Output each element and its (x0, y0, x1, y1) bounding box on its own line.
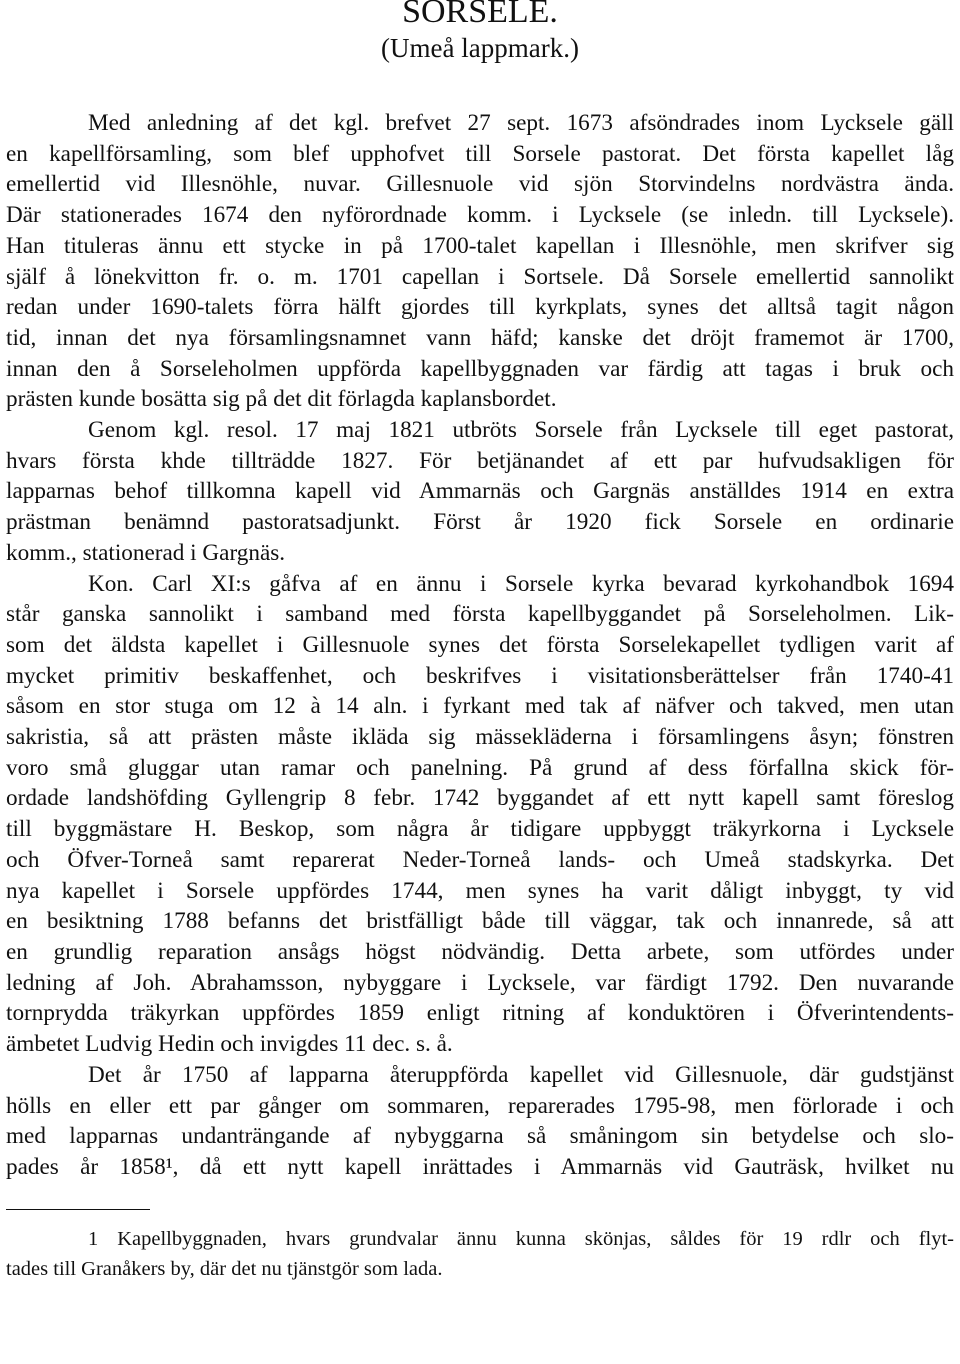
text-line: voro små gluggar utan ramar och panelning. På grund af dess förfallna skick för- (6, 754, 954, 781)
text-line: pades år 1858¹, då ett nytt kapell inrättades i Ammarnäs vid Gauträsk, hvilket nu (6, 1153, 954, 1180)
text-line: innan den å Sorseleholmen uppförda kapellbyggnaden var färdig att tagas i bruk och (6, 355, 954, 382)
text-line: och Öfver-Torneå samt reparerat Neder-Torneå lands- och Umeå stadskyrka. Det (6, 846, 954, 873)
text-line: hvars första khde tillträdde 1827. För betjänandet af ett par hufvudsakligen för (6, 447, 954, 474)
paragraph-3 (6, 569, 954, 1060)
text-line: lapparnas behof tillkomna kapell vid Ammarnäs och Gargnäs anställdes 1914 en extra (6, 478, 954, 505)
text-line: Genom kgl. resol. 17 maj 1821 utbröts Sorsele från Lycksele till eget pastorat, (88, 417, 954, 444)
text-line: sakristia, så att prästen måste ikläda sig mässekläderna i församlingens åsyn; fönstren (6, 724, 954, 751)
paragraph-1 (6, 108, 954, 415)
footnote-marker: 1 (88, 1227, 99, 1250)
footnote (6, 1224, 954, 1284)
text-line: prästen kunde bosätta sig på det dit förlagda kaplansbordet. (6, 386, 557, 413)
text-line: hölls en eller ett par gånger om sommaren, reparerades 1795-98, men förlorade i och (6, 1092, 954, 1119)
text-line: Där stationerades 1674 den nyförordnade komm. i Lycksele (se inledn. till Lycksele). (6, 202, 954, 229)
text-line: såsom en stor stuga om 12 à 14 aln. i fyrkant med tak af näfver och takved, men utan (6, 693, 954, 720)
text-line: prästman benämnd pastoratsadjunkt. Först år 1920 fick Sorsele en ordinarie (6, 509, 954, 536)
text-line: emellertid vid Illesnöhle, nuvar. Gillesnuole vid sjön Storvindelns nordvästra ända. (6, 171, 954, 198)
text-line: tornprydda träkyrkan uppfördes 1859 enligt ritning af konduktören i Öfverintendents- (6, 1000, 954, 1027)
text-line: tid, innan det nya församlingsnamnet vann häfd; kanske det dröjt framemot är 1700, (6, 324, 954, 351)
page-title: SORSELE. (402, 0, 558, 30)
text-line: mycket primitiv beskaffenhet, och beskrifves i visitationsberättelser från 1740-41 (6, 662, 954, 689)
document-page (6, 0, 954, 1284)
text-line: själf å lönekvitton fr. o. m. 1701 capellan i Sortsele. Då Sorsele emellertid sannolikt (6, 263, 954, 290)
text-line: ämbetet Ludvig Hedin och invigdes 11 dec. s. å. (6, 1031, 453, 1058)
text-line: ledning af Joh. Abrahamsson, nybyggare i Lycksele, var färdigt 1792. Den nuvarande (6, 969, 954, 996)
text-line: står ganska sannolikt i samband med första kapellbyggandet på Sorseleholmen. Lik- (6, 601, 954, 628)
text-line: redan under 1690-talets förra hälft gjordes till kyrkplats, synes det alltså tagit någon (6, 294, 954, 321)
text-line: Han tituleras ännu ett stycke in på 1700-talet kapellan i Illesnöhle, men skrifver sig (6, 232, 954, 259)
text-line: Det år 1750 af lapparna återuppförda kapellet vid Gillesnuole, där gudstjänst (88, 1061, 954, 1088)
text-line: till byggmästare H. Beskop, som några år tidigare uppbyggt träkyrkorna i Lycksele (6, 816, 954, 843)
text-line: nya kapellet i Sorsele uppfördes 1744, men synes ha varit dåligt inbyggt, ty vid (6, 877, 954, 904)
page-subtitle: (Umeå lappmark.) (381, 33, 579, 63)
text-line: en kapellförsamling, som blef upphofvet till Sorsele pastorat. Det första kapellet låg (6, 140, 954, 167)
paragraph-4 (6, 1060, 954, 1183)
text-line: som det äldsta kapellet i Gillesnuole synes det första Sorselekapellet tydligen varit af (6, 631, 954, 658)
footnote-text: Kapellbyggnaden, hvars grundvalar ännu kunna skönjas, såldes för 19 rdlr och flyt- (117, 1227, 955, 1250)
footnote-line: tades till Granåkers by, där det nu tjänstgör som lada. (6, 1257, 443, 1280)
text-line: med lapparnas undanträngande af nybyggarna så småningom sin betydelse och slo- (6, 1123, 954, 1150)
text-line: en grundlig reparation ansågs högst nödvändig. Detta arbete, som utfördes under (6, 938, 954, 965)
paragraph-2 (6, 415, 954, 569)
footnote-divider (6, 1209, 150, 1210)
text-line: en besiktning 1788 befanns det bristfälligt både till väggar, tak och innanrede, så att (6, 908, 954, 935)
text-line: komm., stationerad i Gargnäs. (6, 539, 286, 566)
text-line: ordade landshöfding Gyllengrip 8 febr. 1742 byggandet af ett nytt kapell samt föreslog (6, 785, 954, 812)
text-line: Kon. Carl XI:s gåfva af en ännu i Sorsele kyrka bevarad kyrkohandbok 1694 (88, 570, 954, 597)
text-line: Med anledning af det kgl. brefvet 27 sept. 1673 afsöndrades inom Lycksele gäll (88, 110, 954, 136)
footnote-line (6, 1224, 954, 1254)
